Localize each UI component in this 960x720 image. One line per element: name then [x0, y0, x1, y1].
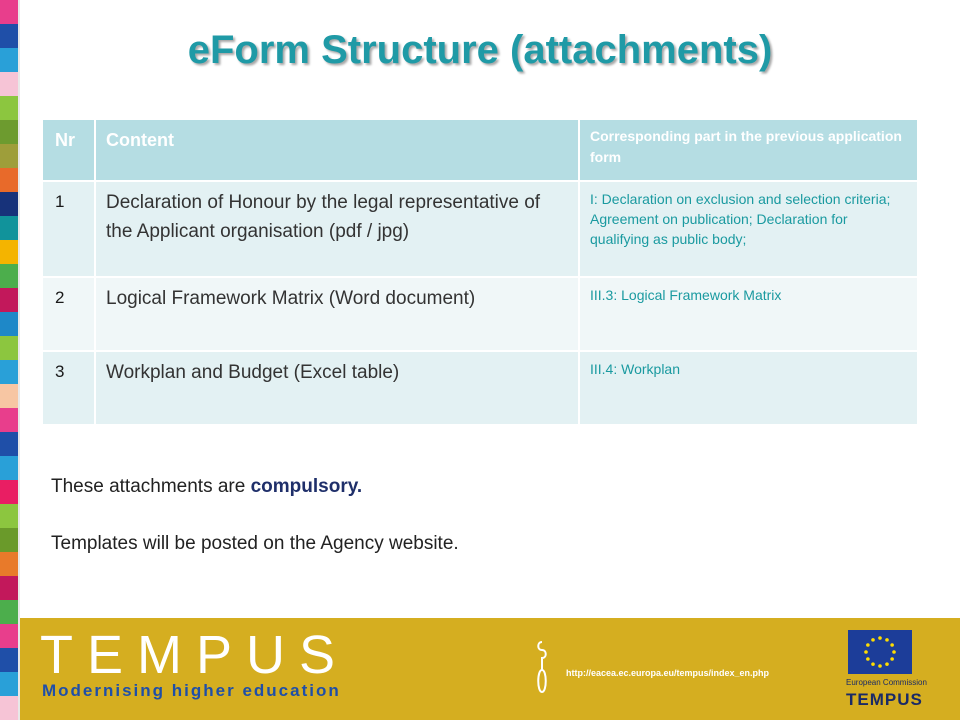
row-corresponding: I: Declaration on exclusion and selection criteria; Agreement on publication; Declaration for qualifying as public body; — [579, 181, 918, 277]
row-corresponding: III.4: Workplan — [579, 351, 918, 425]
row-nr: 2 — [42, 277, 95, 351]
header-corresponding: Corresponding part in the previous application form — [579, 119, 918, 181]
tagline: Modernising higher education — [42, 681, 341, 700]
row-content: Declaration of Honour by the legal representative of the Applicant organisation (pdf / jpg) — [95, 181, 579, 277]
tempus-logo-text: TEMPUS — [40, 625, 350, 685]
strip-segment — [0, 216, 18, 240]
eu-star — [878, 636, 882, 640]
strip-segment — [0, 168, 18, 192]
strip-segment — [0, 192, 18, 216]
eu-star — [892, 650, 896, 654]
eu-star — [871, 662, 875, 666]
eu-star — [885, 662, 889, 666]
eu-star — [866, 657, 870, 661]
strip-divider — [18, 0, 20, 720]
eu-star — [890, 643, 894, 647]
row-content: Logical Framework Matrix (Word document) — [95, 277, 579, 351]
templates-note: Templates will be posted on the Agency website. — [51, 533, 459, 554]
attachments-table — [41, 118, 919, 426]
paperclip-icon — [534, 640, 550, 694]
strip-segment — [0, 576, 18, 600]
header-nr: Nr — [42, 119, 95, 181]
strip-segment — [0, 528, 18, 552]
strip-segment — [0, 144, 18, 168]
eu-star — [885, 638, 889, 642]
strip-segment — [0, 504, 18, 528]
decorative-color-strip — [0, 0, 18, 720]
eu-star — [864, 650, 868, 654]
strip-segment — [0, 648, 18, 672]
strip-segment — [0, 696, 18, 720]
european-commission-logo — [838, 626, 938, 714]
strip-segment — [0, 624, 18, 648]
strip-segment — [0, 312, 18, 336]
strip-segment — [0, 120, 18, 144]
strip-segment — [0, 72, 18, 96]
ec-label: European Commission — [846, 678, 927, 687]
header-content: Content — [95, 119, 579, 181]
ec-tempus-label: TEMPUS — [846, 690, 923, 709]
strip-segment — [0, 408, 18, 432]
compulsory-note — [51, 476, 362, 498]
strip-segment — [0, 600, 18, 624]
strip-segment — [0, 288, 18, 312]
footer-banner — [20, 618, 960, 720]
row-content: Workplan and Budget (Excel table) — [95, 351, 579, 425]
table-row — [42, 277, 918, 351]
compulsory-note-text: These attachments are — [51, 476, 251, 497]
eu-star — [871, 638, 875, 642]
strip-segment — [0, 336, 18, 360]
strip-segment — [0, 432, 18, 456]
eu-star — [878, 664, 882, 668]
row-corresponding: III.3: Logical Framework Matrix — [579, 277, 918, 351]
table-row — [42, 181, 918, 277]
slide-title: eForm Structure (attachments) — [187, 28, 773, 72]
eu-star — [866, 643, 870, 647]
eu-flag-icon — [848, 630, 912, 674]
strip-segment — [0, 480, 18, 504]
eu-star — [890, 657, 894, 661]
strip-segment — [0, 672, 18, 696]
strip-segment — [0, 360, 18, 384]
strip-segment — [0, 96, 18, 120]
strip-segment — [0, 456, 18, 480]
agency-url-link[interactable]: http://eacea.ec.europa.eu/tempus/index_en.php — [566, 668, 770, 678]
strip-segment — [0, 264, 18, 288]
table-row — [42, 351, 918, 425]
table-header-row — [42, 119, 918, 181]
strip-segment — [0, 0, 18, 24]
strip-segment — [0, 552, 18, 576]
strip-segment — [0, 384, 18, 408]
row-nr: 1 — [42, 181, 95, 277]
row-nr: 3 — [42, 351, 95, 425]
strip-segment — [0, 240, 18, 264]
compulsory-emphasis: compulsory. — [250, 476, 363, 497]
